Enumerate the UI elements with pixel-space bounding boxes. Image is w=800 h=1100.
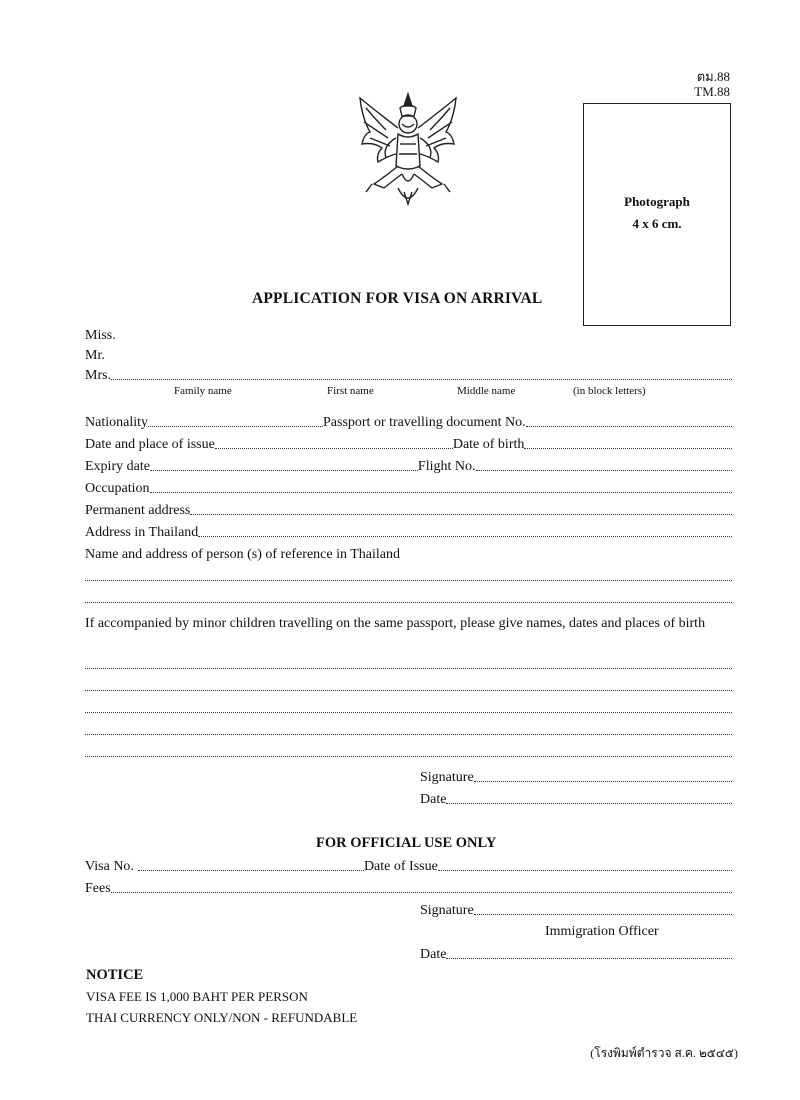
date-of-issue-field[interactable] xyxy=(438,870,732,871)
caption-block-letters: (in block letters) xyxy=(573,385,646,397)
officer-date-field[interactable] xyxy=(446,958,732,959)
applicant-signature-field[interactable] xyxy=(474,781,732,782)
notice-heading: NOTICE xyxy=(86,967,144,983)
passport-field[interactable] xyxy=(526,426,732,427)
photo-label: Photograph xyxy=(624,194,690,209)
issue-row xyxy=(85,435,732,453)
visa-no-label: Visa No. xyxy=(85,859,134,874)
minors-line-5[interactable] xyxy=(85,756,732,757)
caption-first-name: First name xyxy=(327,385,374,397)
permanent-address-row xyxy=(85,501,732,519)
minors-text: If accompanied by minor children travelling on the same passport, please give names, dates and places of birth xyxy=(85,616,706,631)
expiry-label: Expiry date xyxy=(85,459,150,474)
address-thailand-row xyxy=(85,523,732,541)
applicant-date-field[interactable] xyxy=(446,803,732,804)
flight-label: Flight No. xyxy=(417,459,476,474)
applicant-signature-label: Signature xyxy=(420,770,474,785)
form-code: TM.88 xyxy=(694,84,730,99)
fees-row xyxy=(85,879,732,897)
expiry-field[interactable] xyxy=(150,470,418,471)
address-thailand-field[interactable] xyxy=(198,536,732,537)
dob-field[interactable] xyxy=(524,448,732,449)
officer-signature-row xyxy=(420,901,732,919)
occupation-row xyxy=(85,479,732,497)
name-row xyxy=(85,366,732,384)
permanent-address-field[interactable] xyxy=(190,514,732,515)
applicant-date-label: Date xyxy=(420,792,447,807)
minors-line-3[interactable] xyxy=(85,712,732,713)
title-miss[interactable]: Miss. xyxy=(85,328,116,343)
notice-line-2: THAI CURRENCY ONLY/NON - REFUNDABLE xyxy=(86,1010,358,1025)
immigration-officer-label: Immigration Officer xyxy=(545,924,659,939)
official-heading: FOR OFFICIAL USE ONLY xyxy=(316,835,497,851)
applicant-date-row xyxy=(420,790,732,808)
passport-label: Passport or travelling document No. xyxy=(323,415,526,430)
occupation-field[interactable] xyxy=(150,492,732,493)
full-name-field[interactable] xyxy=(111,379,732,380)
nationality-label: Nationality xyxy=(85,415,148,430)
form-code-thai: ตม.88 xyxy=(696,69,730,84)
title-mr[interactable]: Mr. xyxy=(85,348,105,363)
caption-middle-name: Middle name xyxy=(457,385,516,397)
nationality-field[interactable] xyxy=(148,426,323,427)
officer-signature-label: Signature xyxy=(420,903,474,918)
printer-note: (โรงพิมพ์ตำรวจ ส.ค. ๒๕๔๕) xyxy=(590,1046,738,1060)
caption-family-name: Family name xyxy=(174,385,232,397)
title-mrs[interactable]: Mrs. xyxy=(85,368,112,383)
visa-no-field[interactable] xyxy=(138,870,364,871)
date-place-issue-label: Date and place of issue xyxy=(85,437,215,452)
officer-date-label: Date xyxy=(420,947,447,962)
notice-line-1: VISA FEE IS 1,000 BAHT PER PERSON xyxy=(86,989,308,1004)
date-of-issue-label: Date of Issue xyxy=(363,859,438,874)
fees-field[interactable] xyxy=(111,892,732,893)
fees-label: Fees xyxy=(85,881,111,896)
photo-size: 4 x 6 cm. xyxy=(632,216,682,231)
minors-line-4[interactable] xyxy=(85,734,732,735)
garuda-emblem xyxy=(352,88,464,210)
occupation-label: Occupation xyxy=(85,481,150,496)
permanent-address-label: Permanent address xyxy=(85,503,191,518)
date-place-issue-field[interactable] xyxy=(215,448,453,449)
address-thailand-label: Address in Thailand xyxy=(85,525,199,540)
nationality-row xyxy=(85,413,732,431)
visa-no-row xyxy=(85,857,732,875)
officer-signature-field[interactable] xyxy=(474,914,732,915)
minors-line-2[interactable] xyxy=(85,690,732,691)
reference-line-2[interactable] xyxy=(85,602,732,603)
photo-box[interactable] xyxy=(583,103,731,326)
applicant-signature-row xyxy=(420,768,732,786)
flight-field[interactable] xyxy=(476,470,733,471)
page-title: APPLICATION FOR VISA ON ARRIVAL xyxy=(252,290,543,307)
minors-line-1[interactable] xyxy=(85,668,732,669)
officer-date-row xyxy=(420,945,732,963)
reference-label: Name and address of person (s) of reference in Thailand xyxy=(85,547,400,562)
dob-label: Date of birth xyxy=(452,437,525,452)
reference-line-1[interactable] xyxy=(85,580,732,581)
expiry-row xyxy=(85,457,732,475)
